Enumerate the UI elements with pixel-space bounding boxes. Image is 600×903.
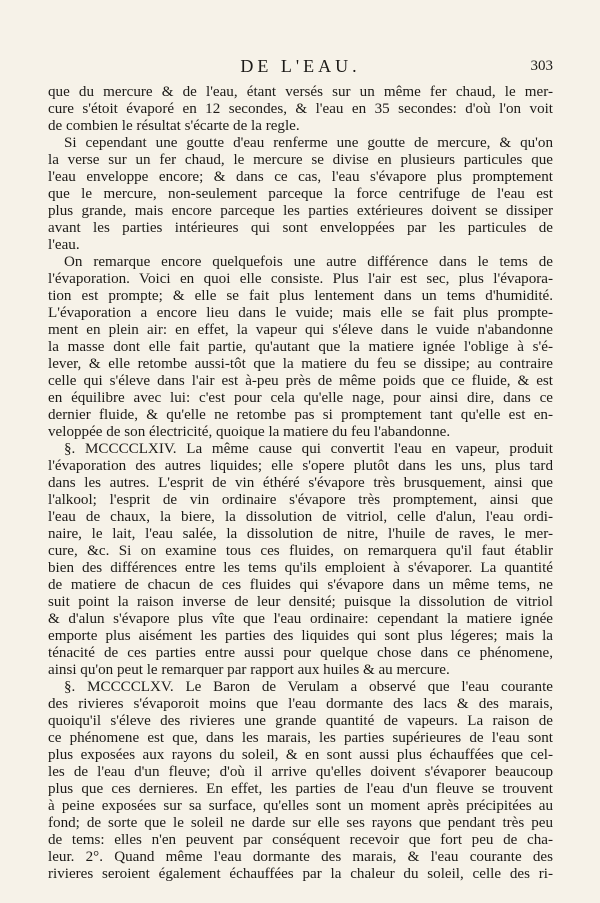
- text-line: ment en plein air: en effet, la vapeur qui s'éleve dans le vuide n'abandonne: [48, 322, 553, 338]
- text-line: lever, & elle retombe aussi-tôt que la matiere du feu se dissipe; au contraire: [48, 356, 553, 372]
- text-line: cure, &c. Si on examine tous ces fluides, on remarquera qu'il faut établir: [48, 543, 553, 559]
- page-header: [48, 56, 553, 80]
- running-head: DE L'EAU.: [240, 56, 361, 76]
- text-line: que du mercure & de l'eau, étant versés sur un même fer chaud, le mer-: [48, 84, 553, 100]
- text-line: la verse sur un fer chaud, le mercure se divise en plusieurs particules que: [48, 152, 553, 168]
- text-line: l'eau.: [48, 237, 80, 253]
- text-line: plus que ces dernieres. En effet, les parties de l'eau d'un fleuve se trouvent: [48, 781, 553, 797]
- text-line: avant les parties intérieures qui sont enveloppées par les particules de: [48, 220, 553, 236]
- text-line: les de l'eau d'un fleuve; d'où il arrive qu'elles doivent s'évaporer beaucoup: [48, 764, 553, 780]
- text-line: bien des différences entre les tems qu'ils emploient à s'évaporer. La quantité: [48, 560, 553, 576]
- page-number: 303: [530, 58, 553, 74]
- text-line: emporte plus aisément les parties des liquides qui sont plus légeres; mais la: [48, 628, 553, 644]
- text-line: l'eau de chaux, la biere, la dissolution de vitriol, celle d'alun, l'eau ordi-: [48, 509, 553, 525]
- text-line: ténacité de ces parties entre aussi pour quelque chose dans ce phénomene,: [48, 645, 553, 661]
- text-line: cure s'étoit évaporé en 12 secondes, & l'eau en 35 secondes: d'où l'on voit: [48, 101, 553, 117]
- section-start-line: §. MCCCCLXV. Le Baron de Verulam a observé que l'eau courante: [64, 679, 553, 695]
- text-line: suit point la raison inverse de leur densité; puisque la dissolution de vitriol: [48, 594, 553, 610]
- text-line: & d'alun s'évapore plus vîte que l'eau ordinaire: cependant la matiere ignée: [48, 611, 553, 627]
- text-line: que le mercure, non-seulement parceque la force centrifuge de l'eau est: [48, 186, 553, 202]
- body-text: [48, 84, 553, 883]
- text-line: de matiere de chacun de ces fluides qui s'évapore dans un même tems, ne: [48, 577, 553, 593]
- text-line: de combien le résultat s'écarte de la regle.: [48, 118, 300, 134]
- text-line: l'évaporation des autres liquides; elle s'opere plutôt dans les uns, plus tard: [48, 458, 553, 474]
- text-line: dans les autres. L'esprit de vin éthéré s'évapore très brusquement, ainsi que: [48, 475, 553, 491]
- text-line: fond; de sorte que le soleil ne darde sur elle ses rayons que pendant très peu: [48, 815, 553, 831]
- text-line: L'évaporation a encore lieu dans le vuide; mais elle se fait plus prompte-: [48, 305, 553, 321]
- text-line: veloppée de son électricité, quoique la matiere du feu l'abandonne.: [48, 424, 451, 440]
- paragraph-start-line: On remarque encore quelquefois une autre différence dans le tems de: [64, 254, 553, 270]
- text-line: plus grande, mais encore parceque les parties extérieures doivent se dissiper: [48, 203, 553, 219]
- text-line: dernier fluide, & qu'elle ne retombe pas si promptement tant qu'elle est en-: [48, 407, 553, 423]
- paragraph-start-line: Si cependant une goutte d'eau renferme une goutte de mercure, & qu'on: [64, 135, 553, 151]
- text-line: de tems: elles n'en peuvent par conséquent recevoir que fort peu de cha-: [48, 832, 553, 848]
- text-line: l'alkool; l'esprit de vin ordinaire s'évapore très promptement, ainsi que: [48, 492, 553, 508]
- text-line: ainsi qu'on peut le remarquer par rapport aux huiles & au mercure.: [48, 662, 450, 678]
- text-line: tion est prompte; & elle se fait plus lentement dans un tems d'humidité.: [48, 288, 553, 304]
- text-line: leur. 2°. Quand même l'eau dormante des marais, & l'eau courante des: [48, 849, 553, 865]
- text-line: quoiqu'il s'éleve des rivieres une grande quantité de vapeurs. La raison de: [48, 713, 553, 729]
- text-line: la masse dont elle fait partie, qu'autant que la matiere ignée l'oblige à s'é-: [48, 339, 553, 355]
- text-line: ce phénomene est que, dans les marais, les parties supérieures de l'eau sont: [48, 730, 553, 746]
- text-line: en équilibre avec lui: c'est pour cela qu'elle nage, pour ainsi dire, dans ce: [48, 390, 553, 406]
- text-line: des rivieres s'évaporoit moins que l'eau dormante des lacs & des marais,: [48, 696, 553, 712]
- text-line: rivieres seroient également échauffées par la chaleur du soleil, celle des ri-: [48, 866, 553, 882]
- text-line: celle qui s'éleve dans l'air est à-peu près de même poids que ce fluide, & est: [48, 373, 553, 389]
- section-start-line: §. MCCCCLXIV. La même cause qui convertit l'eau en vapeur, produit: [64, 441, 553, 457]
- text-line: naire, le lait, l'eau salée, la dissolution de nitre, l'huile de raves, le mer-: [48, 526, 553, 542]
- text-line: à peine exposées sur sa surface, qu'elles sont un moment après précipitées au: [48, 798, 553, 814]
- text-line: l'évaporation. Voici en quoi elle consiste. Plus l'air est sec, plus l'évapora-: [48, 271, 553, 287]
- text-line: plus exposées aux rayons du soleil, & en sont aussi plus échauffées que cel-: [48, 747, 553, 763]
- text-line: l'eau enveloppe encore; & dans ce cas, l'eau s'évapore plus promptement: [48, 169, 553, 185]
